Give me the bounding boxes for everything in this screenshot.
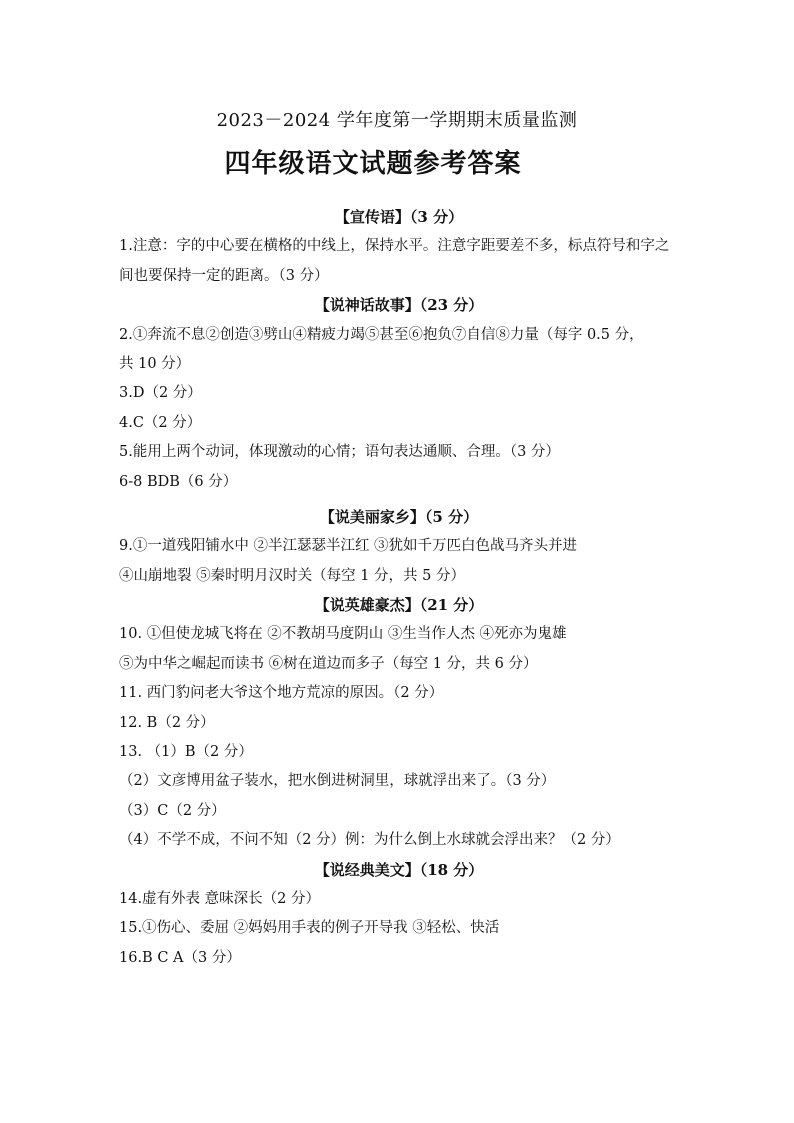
- answer-line: （3）C（2 分）: [119, 802, 226, 819]
- answer-line: ④山崩地裂 ⑤秦时明月汉时关（每空 1 分，共 5 分）: [119, 567, 465, 584]
- answer-content: [119, 203, 679, 973]
- answer-line: （4）不学不成，不问不知（2 分）例：为什么倒上水球就会浮出来？（2 分）: [119, 832, 620, 849]
- answer-line: 1.注意：字的中心要在横格的中线上，保持水平。注意字距要差不多，标点符号和字之: [119, 238, 670, 255]
- answer-line: 4.C（2 分）: [119, 414, 202, 431]
- answer-line: 15.①伤心、委屈 ②妈妈用手表的例子开导我 ③轻松、快活: [119, 920, 500, 937]
- answer-line: （2）文彦博用盆子装水，把水倒进树洞里，球就浮出来了。（3 分）: [119, 773, 556, 790]
- answer-line: 2.①奔流不息②创造③劈山④精疲力竭⑤甚至⑥抱负⑦自信⑧力量（每字 0.5 分，: [119, 326, 644, 343]
- answer-line: 16.B C A（3 分）: [119, 949, 241, 966]
- exam-title: 2023－2024 学年度第一学期期末质量监测: [216, 110, 578, 131]
- section-heading-classics: 【说经典美文】（18 分）: [314, 860, 484, 879]
- answer-line: 6-8 BDB（6 分）: [119, 473, 238, 490]
- section-heading-heroes: 【说英雄豪杰】（21 分）: [314, 596, 484, 615]
- answer-line: 13. （1）B（2 分）: [119, 744, 253, 761]
- answer-line: 10. ①但使龙城飞将在 ②不教胡马度阴山 ③生当作人杰 ④死亦为鬼雄: [119, 626, 567, 643]
- section-heading-myths: 【说神话故事】（23 分）: [314, 296, 484, 315]
- answer-line: 11. 西门豹问老大爷这个地方荒凉的原因。（2 分）: [119, 685, 444, 702]
- answer-line: 5.能用上两个动词，体现激动的心情；语句表达通顺、合理。（3 分）: [119, 444, 560, 461]
- section-heading-slogan: 【宣传语】（3 分）: [334, 208, 464, 226]
- answer-line: 3.D（2 分）: [119, 385, 202, 402]
- answer-line: 14.虚有外表 意味深长（2 分）: [119, 890, 321, 907]
- section-heading-hometown: 【说美丽家乡】（5 分）: [319, 507, 479, 526]
- answer-line: 间也要保持一定的距离。（3 分）: [119, 267, 329, 284]
- answer-line: ⑤为中华之崛起而读书 ⑥树在道边而多子（每空 1 分，共 6 分）: [119, 655, 538, 672]
- answer-line: 12. B（2 分）: [119, 714, 215, 731]
- answer-line: 共 10 分）: [119, 355, 191, 372]
- answer-key-title: 四年级语文试题参考答案: [224, 149, 522, 179]
- answer-line: 9.①一道残阳铺水中 ②半江瑟瑟半江红 ③犹如千万匹白色战马齐头并进: [119, 538, 578, 555]
